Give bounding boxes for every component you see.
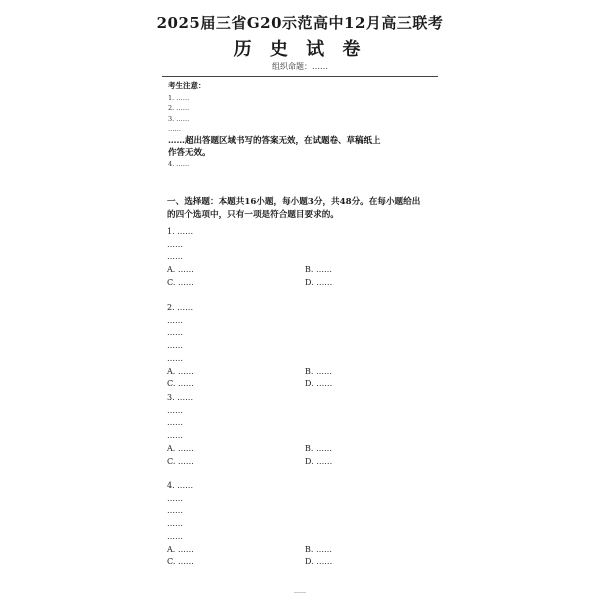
option-a: A. …… (167, 366, 194, 376)
option-d: D. …… (305, 456, 333, 466)
question-stem: …… (167, 431, 183, 441)
section-heading (167, 196, 449, 222)
option-a: A. …… (167, 265, 194, 275)
question-2 (167, 302, 451, 391)
question-stem: …… (167, 405, 183, 415)
question-stem: …… (167, 493, 183, 503)
question-stem: …… (167, 252, 183, 262)
option-d: D. …… (305, 557, 333, 567)
page-footer: …… (294, 588, 306, 595)
question-stem: …… (167, 531, 183, 541)
question-stem: …… (167, 506, 183, 516)
notes-bold-line: ……超出答题区域书写的答案无效，在试题卷、草稿纸上 (168, 135, 381, 146)
section-heading-line: 一、选择题：本题共16小题，每小题3分，共48分。在每小题给出 (167, 197, 421, 207)
notes-line: …… (168, 125, 181, 133)
question-stem: 1. …… (167, 227, 194, 236)
question-stem: …… (167, 418, 183, 428)
notes-line: 4. …… (168, 159, 190, 168)
question-4 (167, 480, 451, 569)
notes-line: 1. …… (168, 93, 190, 102)
option-b: B. …… (305, 366, 332, 376)
question-stem: 3. …… (167, 393, 194, 402)
option-d: D. …… (305, 277, 333, 287)
question-stem: …… (167, 353, 183, 363)
question-3 (167, 392, 451, 468)
option-a: A. …… (167, 443, 194, 453)
question-stem: …… (167, 315, 183, 325)
exam-title: 2025届三省G20示范高中12月高三联考 (156, 14, 444, 32)
subject-title: 历 史 试 卷 (233, 39, 367, 60)
option-c: C. …… (167, 379, 194, 389)
organizer-line: 组织命题：…… (272, 62, 328, 71)
notes-line: 2. …… (168, 104, 190, 112)
question-stem: …… (167, 341, 183, 351)
question-stem: …… (167, 239, 183, 249)
question-stem: 2. …… (167, 303, 194, 312)
notes-bold-line: 作答无效。 (168, 147, 211, 158)
option-c: C. …… (167, 456, 194, 466)
notes-line: 3. …… (168, 114, 190, 123)
section-heading-line: 的四个选项中，只有一项是符合题目要求的。 (167, 210, 339, 220)
question-stem: …… (167, 328, 183, 338)
option-b: B. …… (305, 443, 332, 453)
option-b: B. …… (305, 544, 332, 554)
notes-block (168, 81, 440, 169)
option-d: D. …… (305, 379, 333, 389)
header-divider (162, 76, 438, 77)
option-c: C. …… (167, 277, 194, 287)
question-stem: 4. …… (167, 481, 194, 490)
notes-heading: 考生注意： (168, 81, 206, 90)
option-a: A. …… (167, 544, 194, 554)
question-stem: …… (167, 519, 183, 529)
question-1 (167, 226, 451, 290)
option-b: B. …… (305, 265, 332, 275)
option-c: C. …… (167, 557, 194, 567)
